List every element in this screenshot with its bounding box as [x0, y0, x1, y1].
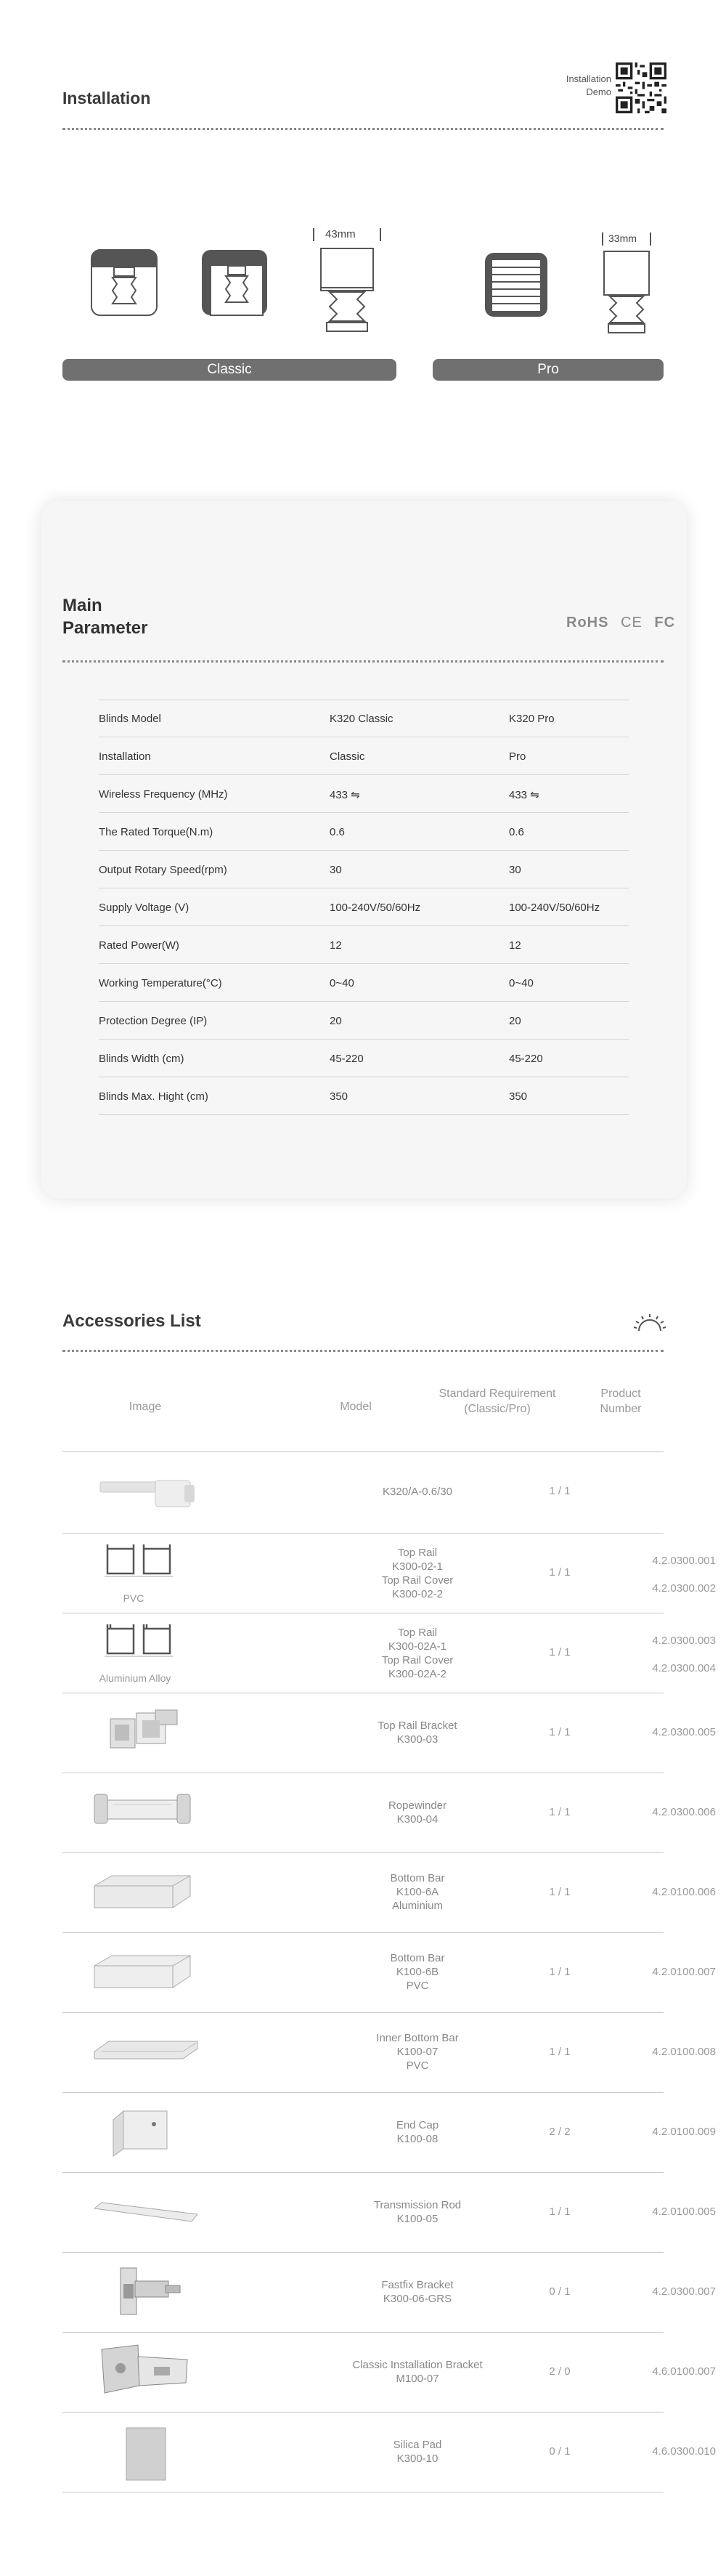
- header-product-number: Product Number: [600, 1388, 642, 1415]
- requirement-cell: 0 / 1: [549, 2445, 571, 2458]
- classic-installation-bracket-image: [94, 2342, 196, 2402]
- header-model: Model: [340, 1401, 372, 1413]
- qr-code-icon[interactable]: [616, 62, 666, 113]
- param-row: Rated Power(W) 12 12: [99, 926, 629, 964]
- image-caption: PVC: [123, 1592, 144, 1604]
- pro-dimension-label: 33mm: [608, 232, 637, 244]
- top-rail-aluminium-image: [103, 1621, 176, 1662]
- param-row: Wireless Frequency (MHz) 433 ⇋ 433 ⇋: [99, 775, 629, 813]
- fcc-logo: FC: [654, 615, 676, 631]
- requirement-cell: 1 / 1: [549, 1966, 571, 1978]
- fastfix-bracket-image: [99, 2262, 186, 2320]
- table-row: [62, 2252, 716, 2332]
- table-row: [62, 1932, 716, 2012]
- product-number: 4.2.0300.001: [652, 1555, 716, 1567]
- ce-logo: CE: [621, 615, 643, 631]
- ropewinder-image: [91, 1790, 193, 1831]
- table-row: [62, 2092, 716, 2172]
- param-row: Supply Voltage (V) 100-240V/50/60Hz 100-240V/50/60Hz: [99, 888, 629, 926]
- classic-insidemount-icon: [200, 248, 269, 317]
- pro-bar: Pro: [433, 359, 664, 381]
- model-cell: Bottom Bar K100-6A Aluminium: [390, 1872, 445, 1912]
- model-cell: Classic Installation Bracket M100-07: [352, 2359, 483, 2385]
- product-number: 4.2.0300.005: [652, 1726, 716, 1738]
- top-rail-pvc-image: [103, 1542, 176, 1582]
- model-cell: Top Rail Bracket K300-03: [378, 1720, 457, 1746]
- product-number: 4.2.0100.008: [652, 2046, 716, 2058]
- table-row: [62, 2412, 716, 2492]
- model-cell: Top Rail K300-02-1 Top Rail Cover K300-02-2: [381, 1547, 454, 1600]
- product-number: 4.2.0100.005: [652, 2206, 716, 2218]
- header-requirement: Standard Requirement (Classic/Pro): [439, 1388, 556, 1415]
- qr-label-line1: Installation: [566, 73, 611, 84]
- model-cell: Top Rail K300-02A-1 Top Rail Cover K300-02A-2: [381, 1627, 454, 1680]
- product-number: 4.6.0100.007: [652, 2365, 716, 2378]
- motor-image: [97, 1478, 199, 1510]
- param-row: Working Temperature(°C) 0~40 0~40: [99, 964, 629, 1002]
- rohs-logo: RoHS: [566, 615, 609, 631]
- param-row: The Rated Torque(N.m) 0.6 0.6: [99, 813, 629, 851]
- top-rail-bracket-image: [105, 1704, 184, 1755]
- product-number: 4.2.0300.006: [652, 1806, 716, 1818]
- classic-topmount-icon: [90, 248, 158, 317]
- model-cell: Fastfix Bracket K300-06-GRS: [381, 2279, 454, 2305]
- table-row: [62, 1852, 716, 1932]
- header-image: Image: [129, 1401, 162, 1413]
- end-cap-image: [109, 2107, 182, 2159]
- main-parameter-divider: [62, 660, 664, 663]
- table-row: [62, 1773, 716, 1852]
- product-number: 4.2.0300.003: [652, 1635, 716, 1647]
- product-number: 4.2.0100.009: [652, 2126, 716, 2138]
- table-row: [62, 2172, 716, 2252]
- installation-title: Installation: [62, 89, 151, 108]
- installation-divider: [62, 128, 664, 130]
- param-row: Blinds Model K320 Classic K320 Pro: [99, 700, 629, 737]
- pro-mount-icon: [484, 251, 549, 318]
- model-cell: Transmission Rod K100-05: [373, 2199, 462, 2225]
- main-parameter-title-line1: Main: [62, 596, 102, 615]
- main-parameter-title-line2: Parameter: [62, 618, 148, 638]
- table-row: [62, 2012, 716, 2092]
- model-cell: Silica Pad K300-10: [393, 2439, 442, 2465]
- requirement-cell: 1 / 1: [549, 1806, 571, 1818]
- model-cell: Inner Bottom Bar K100-07 PVC: [376, 2032, 459, 2072]
- requirement-cell: 1 / 1: [549, 1485, 571, 1497]
- table-row: [62, 1693, 716, 1773]
- table-row: [62, 1451, 664, 1533]
- sunburst-icon: [633, 1313, 666, 1332]
- requirement-cell: 0 / 1: [549, 2285, 571, 2298]
- requirement-cell: 1 / 1: [549, 1566, 571, 1579]
- model-cell: Bottom Bar K100-6B PVC: [390, 1952, 445, 1992]
- qr-label-line2: Demo: [586, 86, 611, 97]
- bottom-bar-aluminium-image: [91, 1871, 193, 1912]
- requirement-cell: 2 / 0: [549, 2365, 571, 2378]
- image-caption: Aluminium Alloy: [99, 1672, 171, 1684]
- accessories-title: Accessories List: [62, 1311, 201, 1331]
- param-row: Protection Degree (IP) 20 20: [99, 1002, 629, 1040]
- main-parameter-title: [62, 594, 147, 639]
- requirement-cell: 2 / 2: [549, 2126, 571, 2138]
- requirement-cell: 1 / 1: [549, 1646, 571, 1658]
- product-number: 4.2.0100.007: [652, 1966, 716, 1978]
- classic-dimension-icon: [311, 225, 383, 341]
- table-row: [62, 1533, 716, 1613]
- table-row: [62, 1613, 716, 1693]
- requirement-cell: 1 / 1: [549, 1726, 571, 1738]
- param-row: Blinds Width (cm) 45-220 45-220: [99, 1040, 629, 1077]
- requirement-cell: 1 / 1: [549, 2206, 571, 2218]
- classic-dimension-label: 43mm: [325, 228, 356, 240]
- param-row: Blinds Max. Hight (cm) 350 350: [99, 1077, 629, 1115]
- silica-pad-image: [121, 2425, 171, 2483]
- classic-bar: Classic: [62, 359, 396, 381]
- table-row: [62, 2332, 716, 2412]
- model-cell: Ropewinder K300-04: [388, 1799, 447, 1826]
- accessories-divider: [62, 1350, 664, 1352]
- product-number: 4.6.0300.010: [652, 2445, 716, 2458]
- param-row: Installation Classic Pro: [99, 737, 629, 775]
- certification-logos: [566, 615, 682, 631]
- model-cell: End Cap K100-08: [396, 2119, 439, 2145]
- inner-bottom-bar-image: [91, 2036, 200, 2067]
- requirement-cell: 1 / 1: [549, 2046, 571, 2058]
- product-number: 4.2.0100.006: [652, 1886, 716, 1898]
- product-number: 4.2.0300.004: [652, 1662, 716, 1674]
- qr-label: [537, 73, 611, 99]
- bottom-bar-pvc-image: [91, 1951, 193, 1992]
- product-number: 4.2.0300.007: [652, 2285, 716, 2298]
- requirement-cell: 1 / 1: [549, 1886, 571, 1898]
- transmission-rod-image: [91, 2198, 200, 2227]
- param-row: Output Rotary Speed(rpm) 30 30: [99, 851, 629, 888]
- pro-dimension-icon: [600, 230, 653, 339]
- product-number: 4.2.0300.002: [652, 1582, 716, 1595]
- model-cell: K320/A-0.6/30: [383, 1486, 452, 1498]
